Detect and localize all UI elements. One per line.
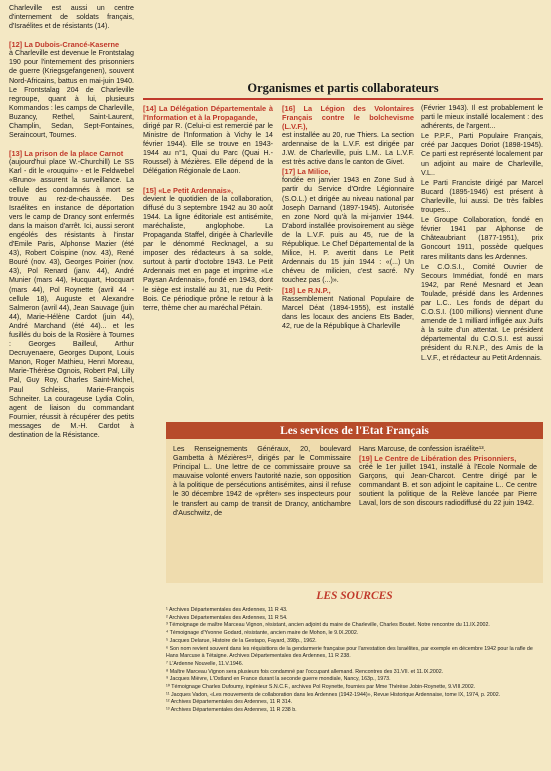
- left-column: [9, 4, 134, 440]
- source-item-10: ¹⁰ Témoignage Charles Dufoumy, ingénieur S.N.C.F., archives Pol Roynette, fournies par Mme Thérèse Jobin-Roynette, 9.VIII.2002.: [166, 684, 476, 691]
- paragraph-franciste: Le Parti Franciste dirigé par Marcel Bucard (1895-1946) est présent à Charleville, lui aussi. De très faibles troupes...: [421, 178, 543, 215]
- sources-list: [166, 607, 543, 715]
- paragraph-14: dirigé par R. (Celui-ci est remercié par le Ministre de l'Information à Vichy le 14 février 1944). Elle se trouve en 1943-1944 au n°1, Quai du Parc (Quai H.-Roussel) à Mézières. Elle dépend de la Délégation Régionale de Laon.: [143, 122, 273, 176]
- paragraph-12: à Charleville est devenue le Frontstalag 190 pour l'internement des prisonniers de guerre (Kriegsgefangenen), souvent Nord-Africains, battus en mai-juin 1940. Le Frontstalag 204 de Charleville regroupe, quant à lui, plusieurs Kommandos : les camps de Charleville, Buzancy, Rethel, Saint-Laurent, Champlin, Sedan, Sept-Fontaines, Seraincourt, Tournes.: [9, 49, 134, 140]
- heading-19: [19] Le Centre de Libération des Prisonniers,: [359, 454, 517, 464]
- paragraph-15: devient le quotidien de la collaboration, diffusé du 3 septembre 1942 au 30 août 1944. La ligne éditoriale est antisémite, maréchaliste, anglophobe. La Propaganda Staffel, dirigée à Charleville par le dénommé Recknagel, a su imposer des rédacteurs à sa solde, surtout à partir d'octobre 1943. Le Petit Ardennais met en page et imprime «Le Paysan Ardennais», fondé en 1943, dont le siège est installé au 31, rue du Petit-Bois. Ce périodique prône le retour à la terre, thème cher au maréchal Pétain.: [143, 194, 273, 312]
- paragraph-16: est installée au 20, rue Thiers. La section ardennaise de la L.V.F. est dirigée par J.W. de Charleville, puis L.M.. La L.V.F. est très active dans le canton de Givet.: [282, 131, 414, 167]
- source-item-13: ¹³ Archives Départementales des Ardennes, 11 R 238 b.: [166, 707, 297, 714]
- paragraph-19: créé le 1er juillet 1941, installé à l'Ecole Normale de Garçons, qui Jean-Charcot. Centre dirigé par le commandant B. et son adjoint le capitaine L.. Ce centre soutient la politique de la Relève lancée par Pierre Laval, lors de son discours radiodiffusé du 22 juin 1942.: [359, 463, 537, 508]
- paragraph-17: fondée en janvier 1943 en Zone Sud à partir du Service d'Ordre Légionnaire (S.O.L.) et dirigée au niveau national par Joseph Darnand (1897-1945). Autorisée en zone Nord qu'à la mi-janvier 1944. D'abord installée provisoirement au siège de la L.V.F. puis au 45, rue de la République. Le Chef Départemental de la Milice, H. P. avertit dans Le Petit Ardennais du 15 juin 1944 : «(...) Un chéveu de milicien, c'est sacré. N'y touchez pas (...)».: [282, 176, 414, 285]
- heading-15: [15] «Le Petit Ardennais»,: [143, 185, 234, 195]
- paragraph-rnp-cont: (Février 1943). Il est probablement le parti le mieux installé localement : des adhérents, de l'argent...: [421, 104, 543, 131]
- state-right-column: [359, 445, 537, 509]
- source-item-7: ⁷ L'Ardenne Nouvelle, 11.V.1946.: [166, 660, 244, 667]
- paragraph-13: (aujourd'hui place W.-Churchill) Le SS Karl - dit le «rouquin» - et le Feldwebel «Bruno» assurent la surveillance. La cellule des condamnés à mort se trouve au rez-de-chaussée. Des Israélites en instance de déportation vers le camp de Drancy sont enfermés dans la maison d'arrêt. Ici, aussi seront engéolés des résistants à l'instar d'Emile Paris, Alphonse Mazier (été 43), Robert Coispine (nov. 43), René Bouré (nov. 43), Georges Poirier (nov. 43), Pol Renard (janv. 44), André Munier (mars 44), Hucquart, Hocquart (mars 44), Pol Roynette (avril 44 - cellule 18), Auguste et Alexandre Salmeron (avril 44), Jean Sauvage (juin 44), Marie-Hélène Cardot (juin 44), André Marchand (été 44)... et les fusillés du bois de la Rosière à Tournes : Georges Bailleul, Arthur Decruyenaere, Georges Dupont, Louis Manon, Roger Mathieu, Henri Moreau, Marie-Thérèse Ognois, Robert Pal, Lilly Pal, Guy Roy, Charles Saint-Michel, Paul Schleiss, Marie-François Schneiter. La courageuse Lydia Colin, agent de liaison du commandant Fournier, réussit à récupérer des petits messages de M.-H. Cardot à destination de la Résistance.: [9, 158, 134, 440]
- renseignements-paragraph: Les Renseignements Généraux, 20, boulevard Gambetta à Mézières¹², dirigés par le Commissaire Principal L.. Une lettre de ce commissaire prouve sa mauvaise volonté envers l'autorité nazie, son opposition à la politique de persécutions antisémites, ainsi il refuse le 30 décembre 1942 de «prêter» ses inspecteurs pour le transfert au camp de transit de Drancy, antichambre d'Auschwitz, de: [173, 445, 351, 517]
- marcuse-line: Hans Marcuse, de confession israélite¹³.: [359, 445, 486, 453]
- paragraph-collaboration: Le Groupe Collaboration, fondé en février 1941 par Alphonse de Châteaubriant (1877-1951), prix Goncourt 1911, possède quelques rares militants dans les Ardennes.: [421, 216, 543, 261]
- state-left-column: [173, 445, 351, 518]
- source-item-12: ¹² Archives Départementales des Ardennes, 11 R 314.: [166, 699, 293, 706]
- source-item-1: ¹ Archives Départementales des Ardennes, 11 R 43.: [166, 607, 288, 613]
- source-item-6: ⁶ Son nom revient souvent dans les réquisitions de la gendarmerie française pour l'arrestation des Israélites, par exemple en décembre 1942 pour la rafle de Hans Marcuse à Tétaigne. Archives Départementales des Ardennes, 11 R 238.: [166, 645, 533, 660]
- source-item-9: ⁹ Jacques Mièvre, L'Ostland en France durant la seconde guerre mondiale, Nancy, 163p., 1973.: [166, 676, 391, 683]
- paragraph-ppf: Le P.P.F., Parti Populaire Français, créé par Jacques Doriot (1898-1945). Ce parti est représenté localement par un adjoint au maire de Charleville, V.L..: [421, 132, 543, 177]
- source-item-5: ⁵ Jacques Delarue, Histoire de la Gestapo, Fayard, 398p., 1962.: [166, 637, 317, 644]
- column-3: [282, 104, 414, 331]
- column-2: [143, 104, 273, 313]
- heading-14: [14] La Délégation Départementale à l'Information et à la Propagande,: [143, 104, 273, 122]
- state-services-title-bar: [166, 422, 543, 439]
- state-services-box: [166, 422, 543, 583]
- source-item-2: ² Archives Départementales des Ardennes, 11 R 54.: [166, 614, 288, 621]
- column-4: [421, 104, 543, 363]
- title-rule: [143, 98, 543, 100]
- source-item-4: ⁴ Témoignage d'Yvonne Godard, résistante, ancien maire de Mohon, le 9.IX.2002.: [166, 630, 359, 637]
- state-services-title: Les services de l'Etat Français: [280, 424, 429, 437]
- heading-13: [13] La prison de la place Carnot: [9, 149, 124, 159]
- intro-paragraph: Charleville est aussi un centre d'internement de soldats français, d'Israélites et de résistants (14).: [9, 4, 134, 31]
- heading-18: [18] Le R.N.P.,: [282, 285, 331, 295]
- source-item-3: ³ Témoignage de maître Marceau Vignon, résistant, ancien adjoint du maire de Charleville, Charles Boutet. Notre rencontre du 11.IX.2002.: [166, 622, 490, 629]
- heading-12: [12] La Dubois-Crancé-Kaserne: [9, 40, 120, 50]
- sources-title: LES SOURCES: [316, 590, 393, 602]
- heading-17: [17] La Milice,: [282, 167, 331, 177]
- section-title: Organismes et partis collaborateurs: [247, 81, 439, 95]
- source-item-8: ⁸ Maître Marceau Vignon sera plusieurs fois condamné par l'occupant allemand. Rencontres des 31.VII. et 11.IX.2002.: [166, 668, 444, 675]
- paragraph-cosi: Le C.O.S.I., Comité Ouvrier de Secours Immédiat, fondé en mars 1942, par René Mesnard et Jean Toulade, présidé dans les Ardennes par L.C.. Les fonds de départ du C.O.S.I. (100 millions) viennent d'une amende de 1 milliard infligée aux Juifs à la suite d'un attentat. Le président départemental du C.O.S.I. est aussi président du R.N.P., des Amis de la L.V.F., et rédacteur au Petit Ardennais.: [421, 262, 543, 362]
- heading-16: [16] La Légion des Volontaires Français contre le bolchevisme (L.V.F.),: [282, 104, 414, 131]
- paragraph-18: Rassemblement National Populaire de Marcel Déat (1894-1955), est installé dans les locaux des anciens Ets Bader, 42, rue de la République à Charleville: [282, 294, 414, 330]
- source-item-11: ¹¹ Jacques Vadon, «Les mouvements de collaboration dans les Ardennes (1942-1944)», Revue Historique Ardennaise, tome IX, 1974, p. 2002.: [166, 691, 501, 698]
